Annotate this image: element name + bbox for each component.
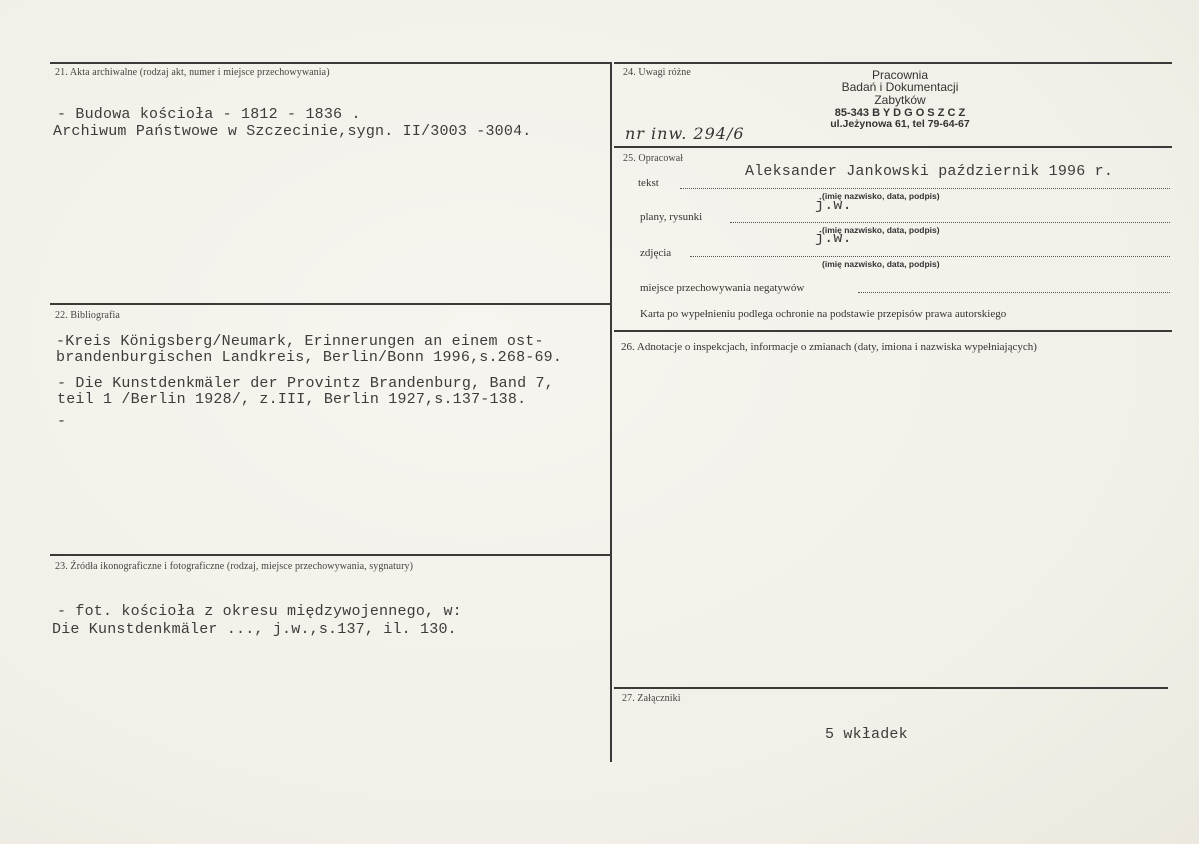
copyright-note: Karta po wypełnieniu podlega ochronie na podstawie przepisów prawa autorskiego xyxy=(640,308,1007,320)
miejsce-label: miejsce przechowywania negatywów xyxy=(640,282,805,294)
plany-caption: (imię nazwisko, data, podpis) xyxy=(822,225,940,235)
section-21-label: 21. Akta archiwalne (rodzaj akt, numer i miejsce przechowywania) xyxy=(55,67,330,78)
center-divider xyxy=(610,62,612,762)
section-24-label: 24. Uwagi różne xyxy=(623,67,691,78)
stamp-line-4: 85-343 B Y D G O S Z C Z xyxy=(834,107,966,119)
section-27-label: 27. Załączniki xyxy=(622,693,681,704)
section-22-line-3: - Die Kunstdenkmäler der Provintz Brandenburg, Band 7, xyxy=(57,375,554,392)
rule-25 xyxy=(614,146,1172,148)
zdjecia-value: j.w. xyxy=(815,230,852,247)
zdjecia-label: zdjęcia xyxy=(640,247,672,259)
handwritten-inventory-number: nr inw. 294/6 xyxy=(625,124,745,143)
zdjecia-caption: (imię nazwisko, data, podpis) xyxy=(822,259,940,269)
tekst-label: tekst xyxy=(638,177,659,189)
section-22-label: 22. Bibliografia xyxy=(55,310,120,321)
section-22-line-1: -Kreis Königsberg/Neumark, Erinnerungen an einem ost- xyxy=(56,333,544,350)
zdjecia-dotted-line xyxy=(690,256,1170,257)
section-22-line-5: - xyxy=(57,413,67,430)
stamp-line-5: ul.Jeżynowa 61, tel 79-64-67 xyxy=(830,118,970,130)
stamp-line-2: Badań i Dokumentacji xyxy=(841,80,959,94)
rule-27 xyxy=(614,687,1168,689)
top-rule-right xyxy=(614,62,1172,64)
plany-dotted-line xyxy=(730,222,1170,223)
section-23-line-2: Die Kunstdenkmäler ..., j.w.,s.137, il. 130. xyxy=(52,621,457,638)
section-26-label: 26. Adnotacje o inspekcjach, informacje o zmianach (daty, imiona i nazwiska wypełniających) xyxy=(621,341,1037,353)
section-25-label: 25. Opracował xyxy=(623,153,684,164)
rule-22 xyxy=(50,303,610,305)
rule-26 xyxy=(614,330,1172,332)
stamp-line-1: Pracownia xyxy=(871,68,929,82)
section-23-line-1: - fot. kościoła z okresu międzywojennego, w: xyxy=(57,603,462,620)
plany-label: plany, rysunki xyxy=(640,211,703,223)
rule-23 xyxy=(50,554,610,556)
plany-value: j.w. xyxy=(815,197,852,214)
tekst-value: Aleksander Jankowski październik 1996 r. xyxy=(745,163,1114,180)
section-27-value: 5 wkładek xyxy=(825,726,908,743)
section-22-line-4: teil 1 /Berlin 1928/, z.III, Berlin 1927,s.137-138. xyxy=(57,391,527,408)
tekst-caption: (imię nazwisko, data, podpis) xyxy=(822,191,940,201)
section-21-line-1: - Budowa kościoła - 1812 - 1836 . xyxy=(57,106,361,123)
miejsce-dotted-line xyxy=(858,292,1170,293)
section-21-line-2: Archiwum Państwowe w Szczecinie,sygn. II/3003 -3004. xyxy=(53,123,532,140)
section-23-label: 23. Źródła ikonograficzne i fotograficzne (rodzaj, miejsce przechowywania, sygnatury) xyxy=(55,561,414,572)
tekst-dotted-line xyxy=(680,188,1170,189)
top-rule-left xyxy=(50,62,610,64)
stamp-line-3: Zabytków xyxy=(874,93,926,107)
section-22-line-2: brandenburgischen Landkreis, Berlin/Bonn 1996,s.268-69. xyxy=(56,349,563,366)
